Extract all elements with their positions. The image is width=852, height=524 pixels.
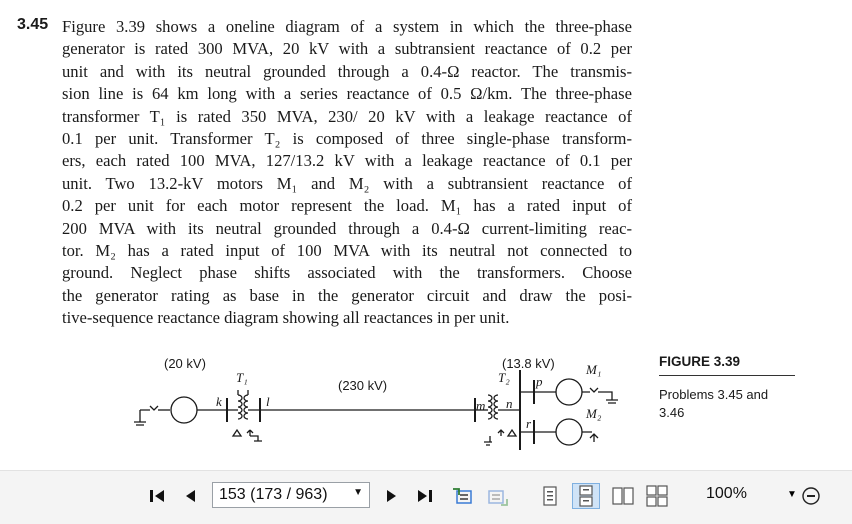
next-view-icon	[485, 485, 509, 507]
transformer-t1-label: T₁	[236, 370, 248, 385]
bus-k-label: k	[216, 394, 222, 409]
first-page-button[interactable]	[146, 483, 168, 509]
bus-n-label: n	[506, 396, 513, 411]
previous-page-button[interactable]	[180, 483, 200, 509]
continuous-view-button[interactable]	[572, 483, 600, 509]
single-page-icon	[541, 485, 559, 507]
zoom-out-button[interactable]	[800, 483, 820, 509]
bus-l-label: l	[266, 394, 270, 409]
zoom-out-icon	[800, 486, 820, 506]
bus-r-label: r	[526, 416, 532, 431]
single-page-view-button[interactable]	[538, 483, 562, 509]
zoom-dropdown-icon[interactable]: ▼	[787, 489, 797, 500]
next-page-icon	[385, 488, 399, 504]
motor-m1-symbol	[556, 379, 582, 405]
page-dropdown-icon[interactable]: ▼	[353, 487, 363, 498]
previous-view-icon	[451, 485, 475, 507]
page-number-value: 153 (173 / 963)	[219, 486, 328, 503]
next-page-button[interactable]	[382, 483, 402, 509]
previous-page-icon	[183, 488, 197, 504]
statement-line: Figure 3.39 shows a oneline diagram of a system in which the three-phase	[62, 17, 632, 36]
statement-line: tive-sequence reactance diagram showing all reactances in per unit.	[62, 308, 510, 328]
generator-voltage-label: (20 kV)	[164, 356, 206, 371]
motor-m2-label: M₂	[586, 406, 602, 421]
oneline-diagram	[120, 350, 660, 460]
statement-line: unit and with its neutral grounded through a 0.4-Ω reactor. The transmis-	[62, 61, 632, 81]
bus-p-label: p	[536, 374, 543, 389]
go-forward-view-button[interactable]	[484, 483, 510, 509]
continuous-facing-icon	[646, 485, 668, 507]
statement-line: ground. Neglect phase shifts associated with the transformers. Choose	[62, 263, 632, 283]
statement-line: generator is rated 300 MVA, 20 kV with a subtransient reactance of 0.2 per	[62, 39, 632, 59]
zoom-level[interactable]: 100%	[706, 485, 747, 502]
statement-line: sion line is 64 km long with a series reactance of 0.5 Ω/km. The three-phase	[62, 84, 632, 104]
statement-line: 200 MVA with its neutral grounded through a 0.4-Ω current-limiting reac-	[62, 218, 632, 238]
transformer-t2-label: T₂	[498, 370, 510, 385]
facing-pages-icon	[612, 485, 634, 507]
problem-number: 3.45	[17, 16, 49, 33]
last-page-icon	[416, 488, 434, 504]
motor-m1-label: M₁	[586, 362, 602, 377]
caption-divider	[659, 375, 795, 376]
statement-line: tor. M₂ has a rated input of 100 MVA with its neutral not connected to	[62, 241, 632, 261]
problem-statement	[62, 16, 632, 330]
statement-line: transformer T₁ is rated 350 MVA, 230/ 20 kV with a leakage reactance of	[62, 106, 632, 126]
motor-m2-symbol	[556, 419, 582, 445]
bus-m-label: m	[476, 398, 486, 413]
statement-line: 0.2 per unit for each motor represent the load. M₁ has a rated input of	[62, 196, 632, 216]
continuous-page-icon	[577, 485, 595, 507]
first-page-icon	[148, 488, 166, 504]
last-page-button[interactable]	[414, 483, 436, 509]
statement-line: unit. Two 13.2-kV motors M₁ and M₂ with a subtransient reactance of	[62, 173, 632, 193]
statement-line: the generator rating as base in the generator circuit and draw the posi-	[62, 285, 632, 305]
line-voltage-label: (230 kV)	[338, 378, 388, 393]
cut-off-text-marks	[62, 0, 622, 6]
figure-caption-title: FIGURE 3.39	[659, 354, 741, 369]
previous-text-fragment	[62, 0, 622, 6]
motor-voltage-label: (13.8 kV)	[502, 356, 555, 371]
statement-line: 0.1 per unit. Transformer T₂ is composed of three single-phase transform-	[62, 129, 632, 149]
statement-line: ers, each rated 100 MVA, 127/13.2 kV with a leakage reactance of 0.1 per	[62, 151, 632, 171]
figure-caption-text: Problems 3.45 and 3.46	[659, 387, 769, 420]
viewer-toolbar	[0, 470, 852, 524]
facing-pages-view-button[interactable]	[610, 483, 636, 509]
go-back-view-button[interactable]	[450, 483, 476, 509]
page-number-input[interactable]	[212, 482, 370, 508]
generator-symbol	[171, 397, 197, 423]
continuous-facing-view-button[interactable]	[644, 483, 670, 509]
